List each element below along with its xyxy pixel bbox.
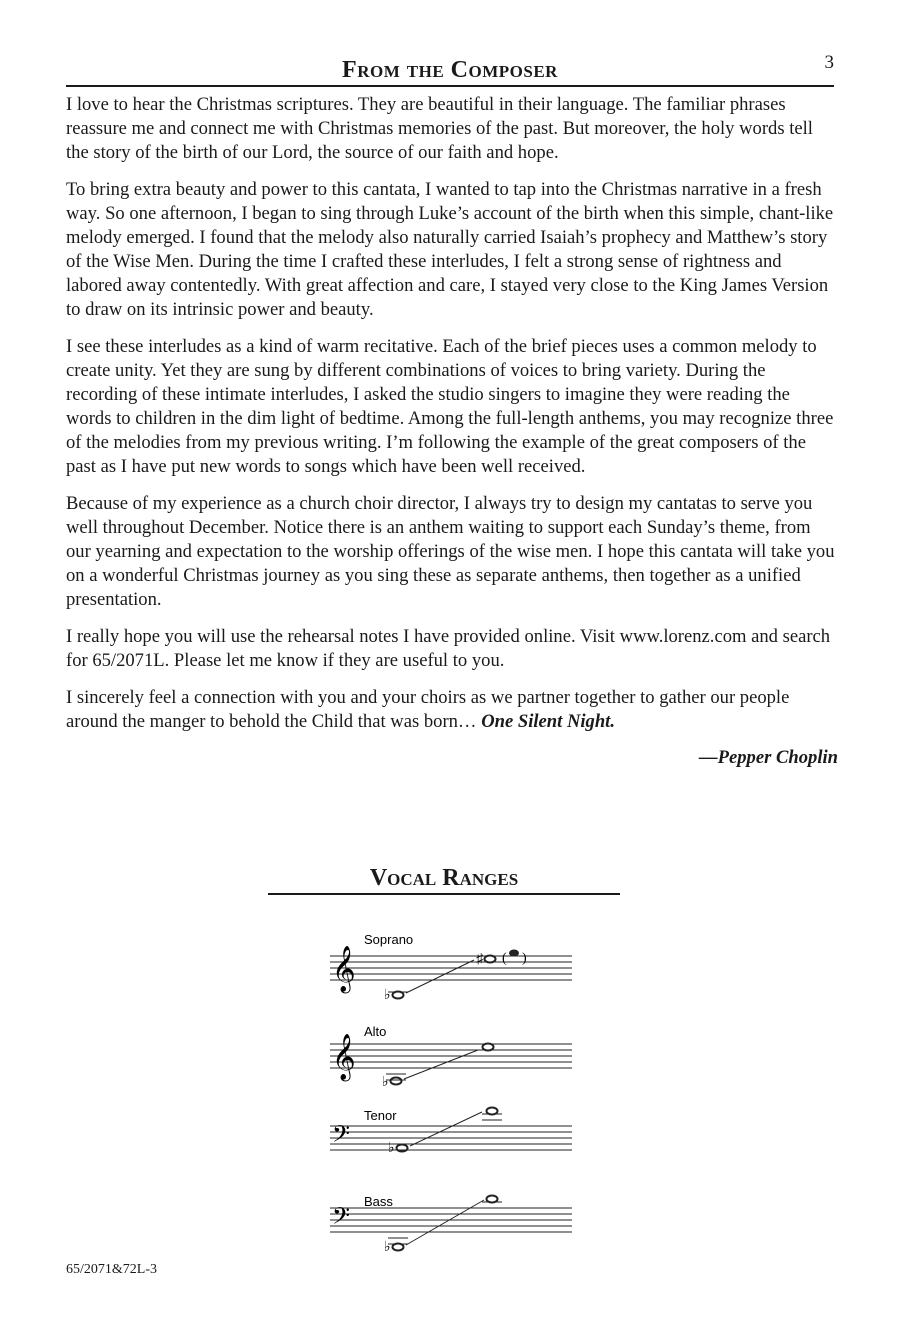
voice-label-soprano: Soprano [364, 932, 414, 947]
optional-note-icon [509, 950, 519, 957]
flat-icon: ♭ [388, 1141, 395, 1156]
bass-clef-icon: 𝄢 [332, 1120, 351, 1153]
section-title: From the Composer [66, 56, 834, 87]
svg-text:(: ( [502, 951, 507, 966]
paragraph-5: I really hope you will use the rehearsal notes I have provided online. Visit www.lorenz.com and search for 65/2071L. Please let me know if they are useful to you. [66, 626, 831, 671]
paragraph-1: I love to hear the Christmas scriptures. They are beautiful in their language. The familiar phrases reassure me and connect me with Christmas memories of the past. But moreover, the holy words tell the story of the birth of our Lord, the source of our faith and hope. [66, 94, 813, 163]
low-note-icon [393, 992, 404, 999]
bass-clef-icon: 𝄢 [332, 1202, 351, 1235]
paragraph-3: I see these interludes as a kind of warm recitative. Each of the brief pieces uses a common melody to create unity. Yet they are sung by different combinations of voices to bring variety. During the recording of these intimate interludes, I asked the studio singers to imagine they were reading the words to children in the dim light of bedtime. Among the full-length anthems, you may recognize three of the melodies from my previous writing. I’m following the example of the great composers of the past as I have put new words to songs which have been well received. [66, 336, 834, 477]
bass-staff [326, 1188, 576, 1254]
flat-icon: ♭ [384, 988, 391, 1003]
low-note-icon [393, 1244, 404, 1251]
page-number: 3 [824, 52, 834, 73]
composer-header [66, 56, 834, 87]
range-line [410, 1112, 482, 1146]
soprano-staff [326, 928, 576, 1004]
range-line [404, 1050, 478, 1079]
low-note-icon [391, 1078, 402, 1085]
paragraph-6 [66, 686, 838, 734]
signature: —Pepper Choplin [699, 747, 838, 768]
voice-label-bass: Bass [364, 1194, 393, 1209]
high-note-icon [487, 1108, 498, 1115]
voice-label-tenor: Tenor [364, 1108, 397, 1123]
sharp-icon: ♯ [476, 952, 483, 967]
alto-staff [326, 1022, 576, 1086]
high-note-icon [483, 1044, 494, 1051]
tenor-staff [326, 1100, 576, 1164]
high-note-icon [485, 956, 496, 963]
cantata-title: One Silent Night. [481, 711, 615, 732]
catalog-code: 65/2071&72L-3 [66, 1262, 157, 1277]
range-line [406, 1200, 484, 1245]
treble-clef-icon: 𝄞 [332, 946, 356, 992]
paragraph-6-text: I sincerely feel a connection with you and your choirs as we partner together to gather our people around the manger to behold the Child that was born… [66, 687, 790, 732]
paragraph-4: Because of my experience as a church choir director, I always try to design my cantatas to serve you well throughout December. Notice there is an anthem waiting to support each Sunday’s theme, from our yearning and expectation to the worship offerings of the wise men. I hope this cantata will take you on a wonderful Christmas journey as you sing these as separate anthems, then together as a unified presentation. [66, 493, 835, 610]
range-line [406, 960, 474, 993]
flat-icon: ♭ [382, 1075, 389, 1086]
flat-icon: ♭ [384, 1240, 391, 1254]
vocal-ranges-title: Vocal Ranges [268, 864, 620, 895]
voice-label-alto: Alto [364, 1024, 387, 1039]
high-note-icon [487, 1196, 498, 1203]
treble-clef-icon: 𝄞 [332, 1034, 356, 1080]
paragraph-2: To bring extra beauty and power to this cantata, I wanted to tap into the Christmas narrative in a fresh way. So one afternoon, I began to sing through Luke’s account of the birth when this simple, chant-like melody emerged. I found that the melody also naturally carried Isaiah’s prophecy and Matthew’s story of the Wise Men. During the time I crafted these interludes, I felt a strong sense of rightness and labored away contentedly. With great affection and care, I stayed very close to the King James Version to draw on its intrinsic power and beauty. [66, 179, 834, 320]
svg-text:): ) [522, 951, 527, 966]
composer-letter [66, 93, 838, 769]
